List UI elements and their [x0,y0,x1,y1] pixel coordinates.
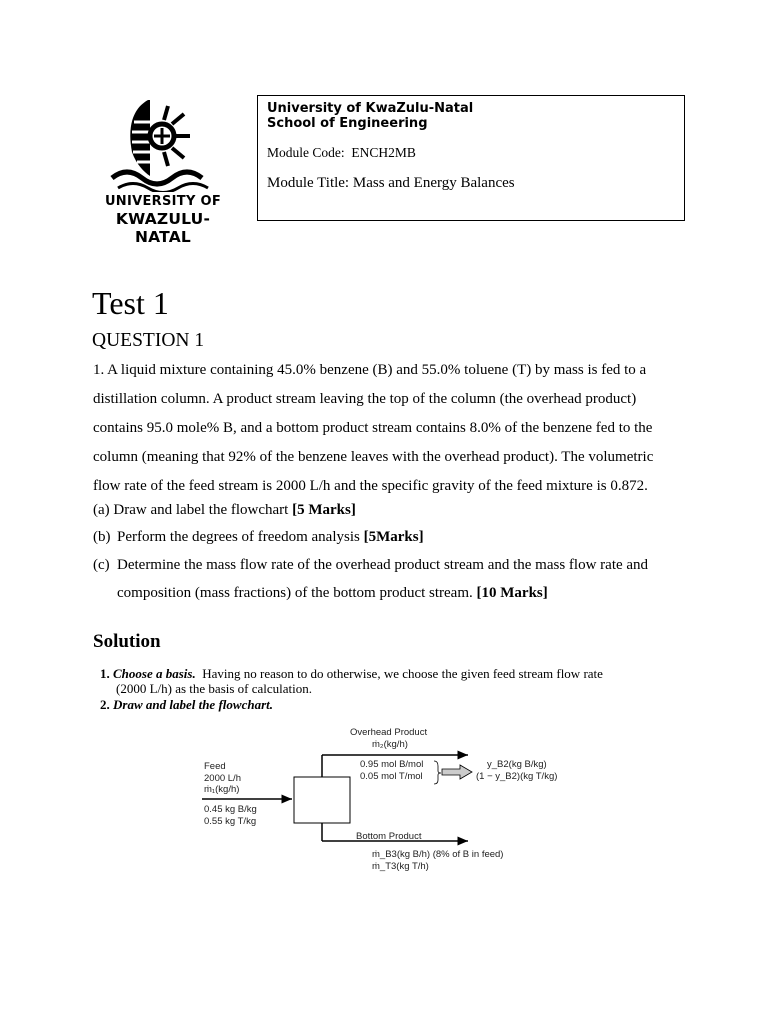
bottom-t: ṁ_T3(kg T/h) [372,861,429,872]
question-part-c [93,557,648,574]
module-title [267,175,515,192]
part-label: (a) [93,502,110,518]
logo-text-line1: UNIVERSITY OF [104,194,222,209]
bottom-b: ṁ_B3(kg B/h) (8% of B in feed) [372,849,504,860]
part-text: Perform the degrees of freedom analysis [117,529,360,545]
feed-label: Feed [204,761,226,772]
feed-volume: 2000 L/h [204,773,241,784]
part-marks: [5 Marks] [292,502,356,518]
question-part-a [93,502,356,519]
part-text: Determine the mass flow rate of the overhead product stream and the mass flow rate and [117,557,649,573]
overhead-b: 0.95 mol B/mol [360,759,424,770]
question-part-b [93,529,424,546]
question-text [93,356,693,501]
step-text: Having no reason to do otherwise, we choose the given feed stream flow rate [202,666,603,681]
feed-b: 0.45 kg B/kg [204,804,257,815]
solution-title: Solution [93,631,161,652]
university-crest-icon [92,92,234,192]
question-title: QUESTION 1 [92,330,205,351]
overhead-flow: ṁ₂(kg/h) [372,739,408,750]
step-text: (2000 L/h) as the basis of calculation. [116,681,313,696]
question-line: distillation column. A product stream leaving the top of the column (the overhead product) [93,391,637,407]
overhead-t: 0.05 mol T/mol [360,771,423,782]
module-code [267,145,416,161]
part-marks: [5Marks] [363,529,424,545]
feed-flow: ṁ₁(kg/h) [204,784,240,795]
question-part-c-cont [117,585,548,602]
question-line: 1. A liquid mixture containing 45.0% benzene (B) and 55.0% toluene (T) by mass is fed to a [93,362,647,378]
flowchart-diagram [190,726,558,876]
part-label: (b) [93,529,111,545]
step-number: 1. [100,666,110,681]
module-title-label: Module Title: [267,175,350,191]
overhead-mass-t: (1 − y_B2)(kg T/kg) [476,771,558,782]
module-header-box [257,95,685,221]
module-code-value: ENCH2MB [351,145,416,160]
university-logo [92,92,234,246]
institution-name [267,101,473,131]
overhead-mass-b: y_B2(kg B/kg) [487,759,547,770]
part-marks: [10 Marks] [476,585,548,601]
solution-step-1-cont [116,681,312,696]
module-code-label: Module Code: [267,145,345,160]
part-label: (c) [93,557,110,573]
part-text: Draw and label the flowchart [113,502,289,518]
question-line: flow rate of the feed stream is 2000 L/h and the specific gravity of the feed mixture is 0.872. [93,478,648,494]
institution-line1: University of KwaZulu-Natal [267,101,474,116]
institution-line2: School of Engineering [267,116,428,131]
test-title: Test 1 [92,285,169,321]
logo-text-line2: KWAZULU-NATAL [115,210,211,246]
part-text: composition (mass fractions) of the bottom product stream. [117,585,473,601]
module-title-value: Mass and Energy Balances [352,175,515,191]
solution-step-2 [100,697,273,712]
overhead-label: Overhead Product [350,727,428,738]
question-line: contains 95.0 mole% B, and a bottom product stream contains 8.0% of the benzene fed to the [93,420,653,436]
step-number: 2. [100,697,110,712]
feed-t: 0.55 kg T/kg [204,816,257,827]
solution-step-1 [100,666,603,681]
bottom-label: Bottom Product [356,831,422,842]
question-line: column (meaning that 92% of the benzene leaves with the overhead product). The volumetric [93,449,654,465]
step-title: Draw and label the flowchart. [113,697,273,712]
step-title: Choose a basis. [113,666,196,681]
